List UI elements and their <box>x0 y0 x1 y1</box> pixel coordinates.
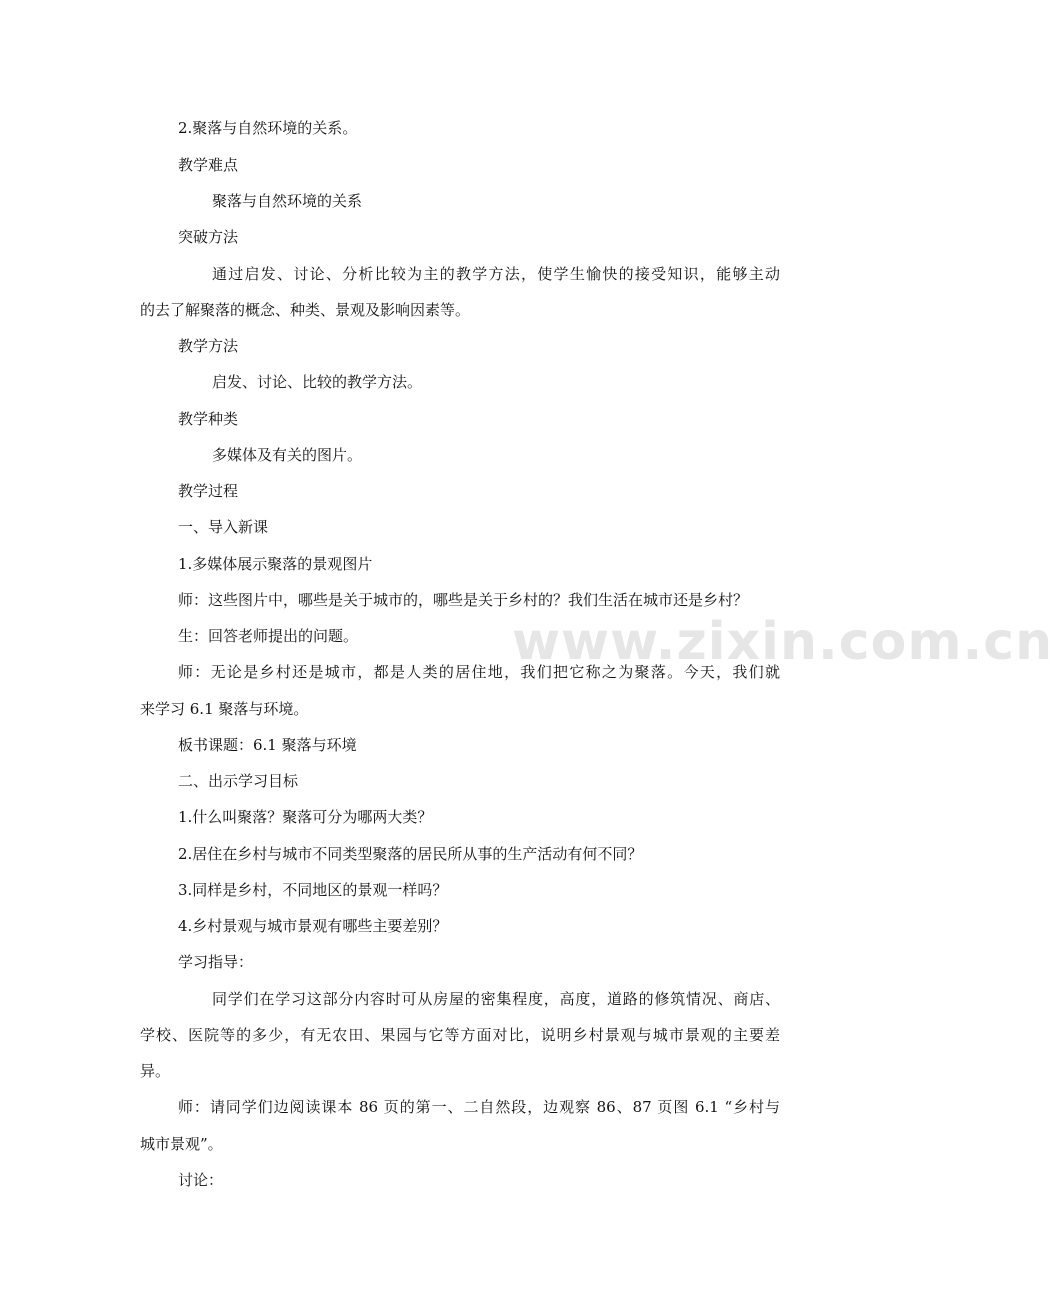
text-line: 来学习 6.1 聚落与环境。 <box>140 700 309 718</box>
list-item: 4.乡村景观与城市景观有哪些主要差别？ <box>178 917 448 935</box>
text-line: 师：请同学们边阅读课本 86 页的第一、二自然段，边观察 86、87 页图 6.1 “乡村与 <box>178 1098 780 1116</box>
text-line: 启发、讨论、比较的教学方法。 <box>212 373 423 391</box>
text-line: 板书课题：6.1 聚落与环境 <box>178 736 357 754</box>
text-line: 多媒体及有关的图片。 <box>212 446 363 464</box>
section-heading: 教学过程 <box>178 482 239 500</box>
text-line: 的去了解聚落的概念、种类、景观及影响因素等。 <box>140 301 471 319</box>
text-line: 2.聚落与自然环境的关系。 <box>178 119 358 137</box>
section-heading: 讨论： <box>178 1171 224 1189</box>
section-heading: 二、出示学习目标 <box>178 772 299 790</box>
text-line: 学校、医院等的多少，有无农田、果园与它等方面对比，说明乡村景观与城市景观的主要差 <box>140 1026 780 1044</box>
watermark: www.zixin.com.cn <box>512 612 1053 672</box>
text-line: 1.多媒体展示聚落的景观图片 <box>178 555 373 573</box>
text-line: 师：无论是乡村还是城市，都是人类的居住地，我们把它称之为聚落。今天，我们就 <box>178 663 780 681</box>
section-heading: 突破方法 <box>178 228 239 246</box>
list-item: 2.居住在乡村与城市不同类型聚落的居民所从事的生产活动有何不同？ <box>178 845 643 863</box>
text-line: 生：回答老师提出的问题。 <box>178 627 359 645</box>
section-heading: 学习指导： <box>178 953 254 971</box>
text-line: 同学们在学习这部分内容时可从房屋的密集程度，高度，道路的修筑情况、商店、 <box>212 990 780 1008</box>
section-heading: 教学种类 <box>178 410 239 428</box>
list-item: 3.同样是乡村，不同地区的景观一样吗？ <box>178 881 448 899</box>
text-line: 师：这些图片中，哪些是关于城市的，哪些是关于乡村的？我们生活在城市还是乡村？ <box>178 591 749 609</box>
section-heading: 一、导入新课 <box>178 518 269 536</box>
section-heading: 教学方法 <box>178 337 239 355</box>
text-line: 异。 <box>140 1062 171 1080</box>
list-item: 1.什么叫聚落？聚落可分为哪两大类？ <box>178 808 433 826</box>
text-line: 聚落与自然环境的关系 <box>212 192 363 210</box>
section-heading: 教学难点 <box>178 156 239 174</box>
text-line: 城市景观”。 <box>140 1135 223 1153</box>
text-line: 通过启发、讨论、分析比较为主的教学方法，使学生愉快的接受知识，能够主动 <box>212 265 780 283</box>
